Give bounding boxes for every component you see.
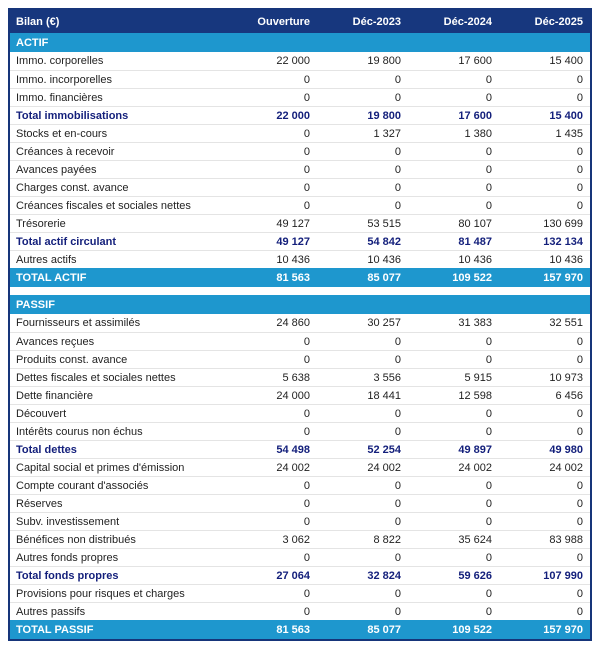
total-label: TOTAL PASSIF (16, 623, 94, 636)
row-value: 24 002 (367, 461, 401, 474)
row-label: Total actif circulant (16, 235, 117, 248)
column-header-bilan: Bilan (€) (16, 15, 60, 28)
row-value: 49 980 (549, 443, 583, 456)
row-value: 0 (394, 515, 401, 528)
table-row (10, 52, 590, 70)
row-value: 0 (303, 407, 310, 420)
row-value: 0 (485, 515, 492, 528)
table-row (10, 124, 590, 142)
row-value: 53 515 (367, 217, 401, 230)
row-value: 30 257 (367, 317, 401, 329)
row-value: 0 (485, 353, 492, 366)
row-value: 0 (394, 407, 401, 420)
row-value: 54 842 (367, 235, 401, 248)
row-value: 0 (303, 127, 310, 140)
row-value: 0 (303, 515, 310, 528)
row-value: 0 (485, 91, 492, 104)
row-label: Immo. incorporelles (16, 73, 112, 86)
row-value: 0 (303, 163, 310, 176)
row-label: Subv. investissement (16, 515, 120, 528)
row-label: Intérêts courus non échus (16, 425, 143, 438)
row-value: 0 (303, 497, 310, 510)
row-value: 1 380 (464, 127, 492, 140)
row-label: Découvert (16, 407, 67, 420)
row-value: 0 (394, 163, 401, 176)
row-value: 49 127 (276, 235, 310, 248)
table-row (10, 350, 590, 368)
row-value: 0 (485, 479, 492, 492)
row-value: 24 002 (276, 461, 310, 474)
row-value: 10 973 (549, 371, 583, 384)
row-label: Provisions pour risques et charges (16, 587, 185, 600)
row-value: 0 (394, 551, 401, 564)
row-label: Immo. corporelles (16, 55, 104, 67)
total-value: 81 563 (276, 623, 310, 636)
row-value: 5 915 (464, 371, 492, 384)
row-value: 0 (576, 163, 583, 176)
row-label: Autres actifs (16, 253, 77, 266)
row-value: 0 (576, 551, 583, 564)
row-label: Avances reçues (16, 335, 95, 348)
row-value: 0 (576, 181, 583, 194)
row-value: 130 699 (543, 217, 583, 230)
row-value: 5 638 (282, 371, 310, 384)
row-value: 0 (485, 605, 492, 618)
row-value: 0 (303, 479, 310, 492)
row-label: Total fonds propres (16, 569, 119, 582)
row-value: 31 383 (458, 317, 492, 329)
row-value: 132 134 (543, 235, 583, 248)
total-value: 85 077 (367, 623, 401, 636)
row-value: 0 (303, 353, 310, 366)
row-value: 83 988 (549, 533, 583, 546)
row-value: 0 (303, 425, 310, 438)
row-value: 0 (485, 335, 492, 348)
row-value: 3 062 (282, 533, 310, 546)
row-label: Autres fonds propres (16, 551, 119, 564)
row-label: Capital social et primes d'émission (16, 461, 185, 474)
row-value: 1 327 (373, 127, 401, 140)
row-value: 0 (303, 199, 310, 212)
row-value: 32 551 (549, 317, 583, 329)
row-label: Avances payées (16, 163, 97, 176)
row-label: Réserves (16, 497, 63, 510)
column-header-d-c-2025: Déc-2025 (534, 15, 583, 28)
total-row-actif (10, 268, 590, 287)
column-header-ouverture: Ouverture (257, 15, 310, 28)
row-value: 0 (303, 605, 310, 618)
row-value: 15 400 (549, 55, 583, 67)
row-value: 10 436 (276, 253, 310, 266)
row-label: Charges const. avance (16, 181, 129, 194)
row-value: 27 064 (276, 569, 310, 582)
row-label: Produits const. avance (16, 353, 128, 366)
row-value: 0 (576, 145, 583, 158)
row-value: 24 000 (276, 389, 310, 402)
row-value: 0 (485, 425, 492, 438)
table-row (10, 548, 590, 566)
row-label: Bénéfices non distribués (16, 533, 136, 546)
row-value: 0 (303, 181, 310, 194)
row-value: 22 000 (276, 55, 310, 67)
row-value: 0 (576, 605, 583, 618)
row-value: 0 (576, 407, 583, 420)
row-value: 0 (394, 335, 401, 348)
table-row (10, 88, 590, 106)
row-value: 0 (485, 407, 492, 420)
row-value: 19 800 (367, 109, 401, 122)
subtotal-row (10, 440, 590, 458)
row-value: 0 (485, 145, 492, 158)
subtotal-row (10, 106, 590, 124)
row-value: 80 107 (458, 217, 492, 230)
column-header-d-c-2023: Déc-2023 (352, 15, 401, 28)
row-value: 24 002 (549, 461, 583, 474)
row-value: 10 436 (458, 253, 492, 266)
section-header-label: ACTIF (16, 36, 49, 49)
table-header-row (10, 10, 590, 33)
row-value: 0 (485, 73, 492, 86)
row-label: Total dettes (16, 443, 77, 456)
row-value: 0 (394, 479, 401, 492)
row-value: 52 254 (367, 443, 401, 456)
row-value: 81 487 (458, 235, 492, 248)
row-value: 0 (576, 425, 583, 438)
table-row (10, 160, 590, 178)
row-value: 0 (394, 587, 401, 600)
row-label: Compte courant d'associés (16, 479, 149, 492)
table-row (10, 178, 590, 196)
row-value: 0 (485, 163, 492, 176)
row-value: 49 897 (458, 443, 492, 456)
table-row (10, 142, 590, 160)
table-row (10, 602, 590, 620)
row-value: 0 (576, 497, 583, 510)
row-value: 10 436 (549, 253, 583, 266)
row-value: 49 127 (276, 217, 310, 230)
row-label: Fournisseurs et assimilés (16, 317, 141, 329)
row-value: 0 (394, 181, 401, 194)
table-row (10, 196, 590, 214)
table-row (10, 368, 590, 386)
row-value: 0 (576, 515, 583, 528)
row-value: 0 (394, 497, 401, 510)
table-row (10, 458, 590, 476)
section-header-label: PASSIF (16, 298, 55, 311)
row-value: 0 (303, 335, 310, 348)
row-label: Dette financière (16, 389, 94, 402)
row-label: Total immobilisations (16, 109, 129, 122)
row-label: Dettes fiscales et sociales nettes (16, 371, 176, 384)
row-value: 0 (394, 91, 401, 104)
section-header-passif (10, 295, 590, 314)
row-label: Immo. financières (16, 91, 103, 104)
row-value: 59 626 (458, 569, 492, 582)
row-value: 0 (303, 73, 310, 86)
row-value: 32 824 (367, 569, 401, 582)
table-row (10, 214, 590, 232)
row-value: 54 498 (276, 443, 310, 456)
row-value: 0 (303, 145, 310, 158)
row-value: 17 600 (458, 109, 492, 122)
total-value: 157 970 (543, 271, 583, 284)
row-value: 0 (485, 551, 492, 564)
table-row (10, 512, 590, 530)
total-value: 109 522 (452, 623, 492, 636)
section-header-actif (10, 33, 590, 52)
table-row (10, 70, 590, 88)
row-value: 0 (394, 145, 401, 158)
table-row (10, 494, 590, 512)
row-value: 8 822 (373, 533, 401, 546)
row-value: 0 (576, 91, 583, 104)
row-value: 22 000 (276, 109, 310, 122)
row-value: 0 (576, 353, 583, 366)
row-value: 15 400 (549, 109, 583, 122)
row-value: 10 436 (367, 253, 401, 266)
row-value: 0 (394, 605, 401, 618)
table-row (10, 422, 590, 440)
row-value: 0 (485, 497, 492, 510)
total-value: 109 522 (452, 271, 492, 284)
row-value: 0 (576, 587, 583, 600)
row-value: 0 (485, 587, 492, 600)
table-row (10, 476, 590, 494)
section-gap (10, 287, 590, 295)
row-value: 0 (576, 73, 583, 86)
row-value: 24 002 (458, 461, 492, 474)
subtotal-row (10, 566, 590, 584)
row-value: 0 (394, 353, 401, 366)
row-value: 6 456 (555, 389, 583, 402)
total-row-passif (10, 620, 590, 639)
table-row (10, 530, 590, 548)
row-value: 0 (485, 181, 492, 194)
row-value: 0 (394, 425, 401, 438)
row-value: 35 624 (458, 533, 492, 546)
table-row (10, 332, 590, 350)
row-value: 0 (303, 551, 310, 564)
total-value: 85 077 (367, 271, 401, 284)
subtotal-row (10, 232, 590, 250)
row-label: Créances à recevoir (16, 145, 115, 158)
row-value: 0 (576, 199, 583, 212)
table-row (10, 584, 590, 602)
row-value: 12 598 (458, 389, 492, 402)
table-row (10, 404, 590, 422)
row-value: 0 (485, 199, 492, 212)
row-value: 0 (303, 587, 310, 600)
row-value: 107 990 (543, 569, 583, 582)
row-value: 0 (394, 73, 401, 86)
total-value: 157 970 (543, 623, 583, 636)
total-value: 81 563 (276, 271, 310, 284)
row-value: 1 435 (555, 127, 583, 140)
row-label: Autres passifs (16, 605, 86, 618)
row-value: 0 (303, 91, 310, 104)
row-label: Stocks et en-cours (16, 127, 108, 140)
row-value: 17 600 (458, 55, 492, 67)
balance-sheet-table (8, 8, 592, 641)
row-label: Trésorerie (16, 217, 66, 230)
row-label: Créances fiscales et sociales nettes (16, 199, 191, 212)
row-value: 0 (576, 479, 583, 492)
row-value: 3 556 (373, 371, 401, 384)
column-header-d-c-2024: Déc-2024 (443, 15, 492, 28)
table-row (10, 314, 590, 332)
table-row (10, 386, 590, 404)
row-value: 0 (394, 199, 401, 212)
table-row (10, 250, 590, 268)
total-label: TOTAL ACTIF (16, 271, 87, 284)
row-value: 19 800 (367, 55, 401, 67)
row-value: 18 441 (367, 389, 401, 402)
row-value: 24 860 (276, 317, 310, 329)
row-value: 0 (576, 335, 583, 348)
